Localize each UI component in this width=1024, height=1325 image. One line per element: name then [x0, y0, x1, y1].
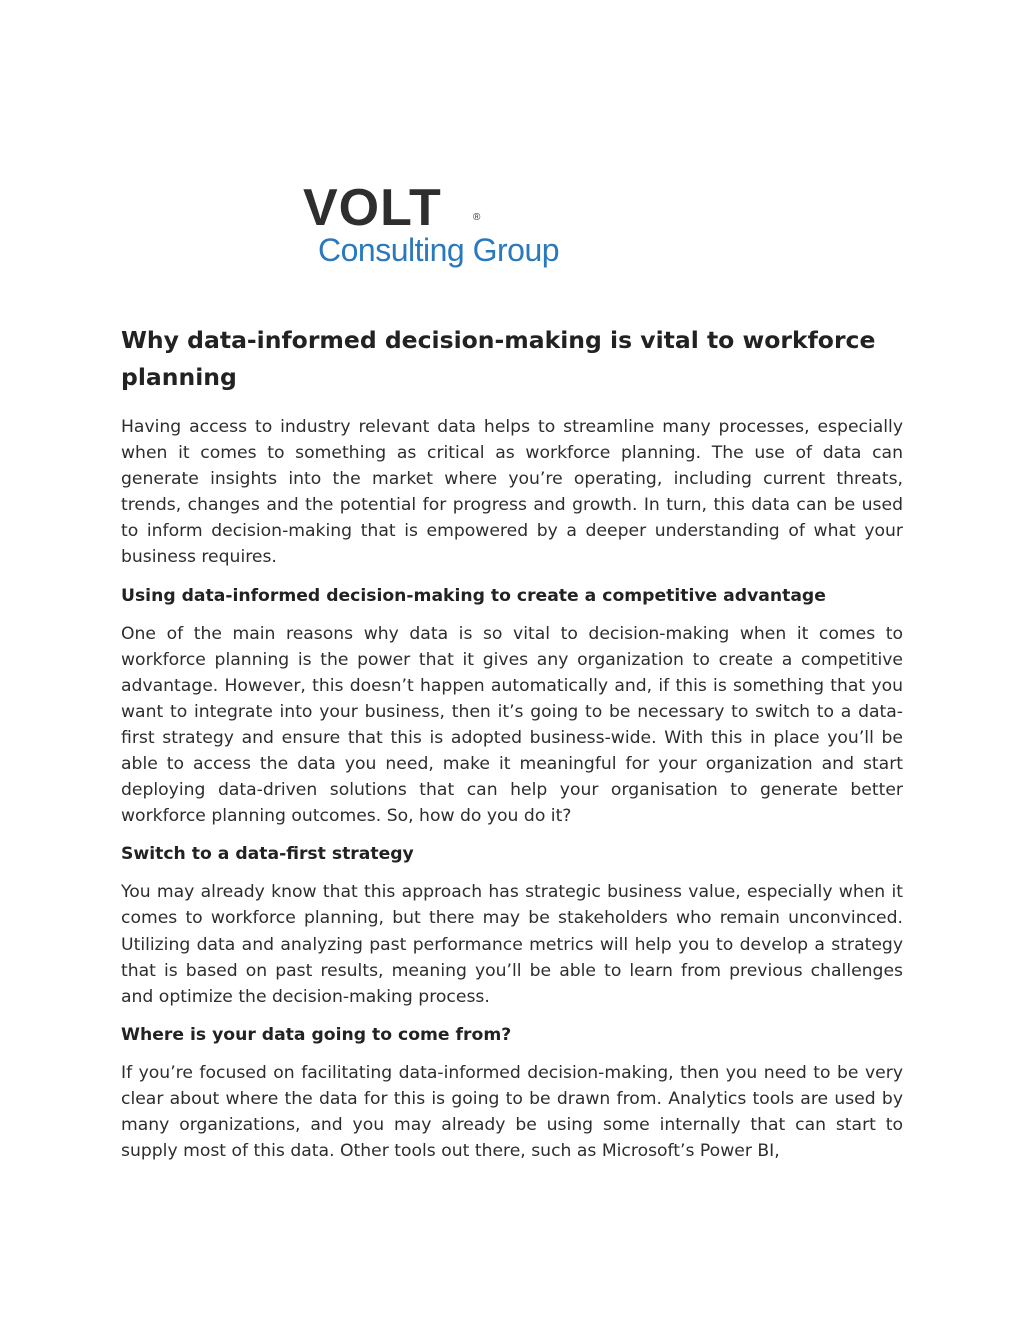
section-body-data-source: If you’re focused on facilitating data-informed decision-making, then you need to be very clear about where the data for this is going to be drawn from. Analytics tools are used by many organizations, and you may already be using some internally that can start to supply most of this data. Other tools out there, such as Microsoft’s Power BI,	[121, 1062, 903, 1162]
logo-registered-mark: ®	[473, 212, 481, 223]
document-body	[121, 322, 903, 1176]
section-body-competitive-advantage: One of the main reasons why data is so vital to decision-making when it comes to workforce planning is the power that it gives any organization to create a competitive advantage. However, this doesn’t happen automatically and, if this is something that you want to integrate into your business, then it’s going to be necessary to switch to a data-first strategy and ensure that this is adopted business-wide. With this in place you’ll be able to access the data you need, make it meaningful for your organization and start deploying data-driven solutions that can help your organisation to generate better workforce planning outcomes. So, how do you do it?	[121, 623, 903, 827]
volt-consulting-logo	[303, 179, 573, 274]
logo-subtitle: Consulting Group	[318, 232, 560, 268]
section-heading-data-first-strategy: Switch to a data-first strategy	[121, 844, 414, 865]
logo-brand-text: VOLT	[303, 179, 442, 237]
section-heading-competitive-advantage: Using data-informed decision-making to create a competitive advantage	[121, 585, 826, 606]
document-title: Why data-informed decision-making is vital to workforce planning	[121, 326, 876, 391]
intro-paragraph: Having access to industry relevant data helps to streamline many processes, especially when it comes to something as critical as workforce planning. The use of data can generate insights into the market where you’re operating, including current threats, trends, changes and the potential for progress and growth. In turn, this data can be used to inform decision-making that is empowered by a deeper understanding of what your business requires.	[121, 417, 903, 568]
section-body-data-first-strategy: You may already know that this approach has strategic business value, especially when it comes to workforce planning, but there may be stakeholders who remain unconvinced. Utilizing data and analyzing past performance metrics will help you to develop a strategy that is based on past results, meaning you’ll be able to learn from previous challenges and optimize the decision-making process.	[121, 882, 903, 1007]
section-heading-data-source: Where is your data going to come from?	[121, 1024, 512, 1045]
